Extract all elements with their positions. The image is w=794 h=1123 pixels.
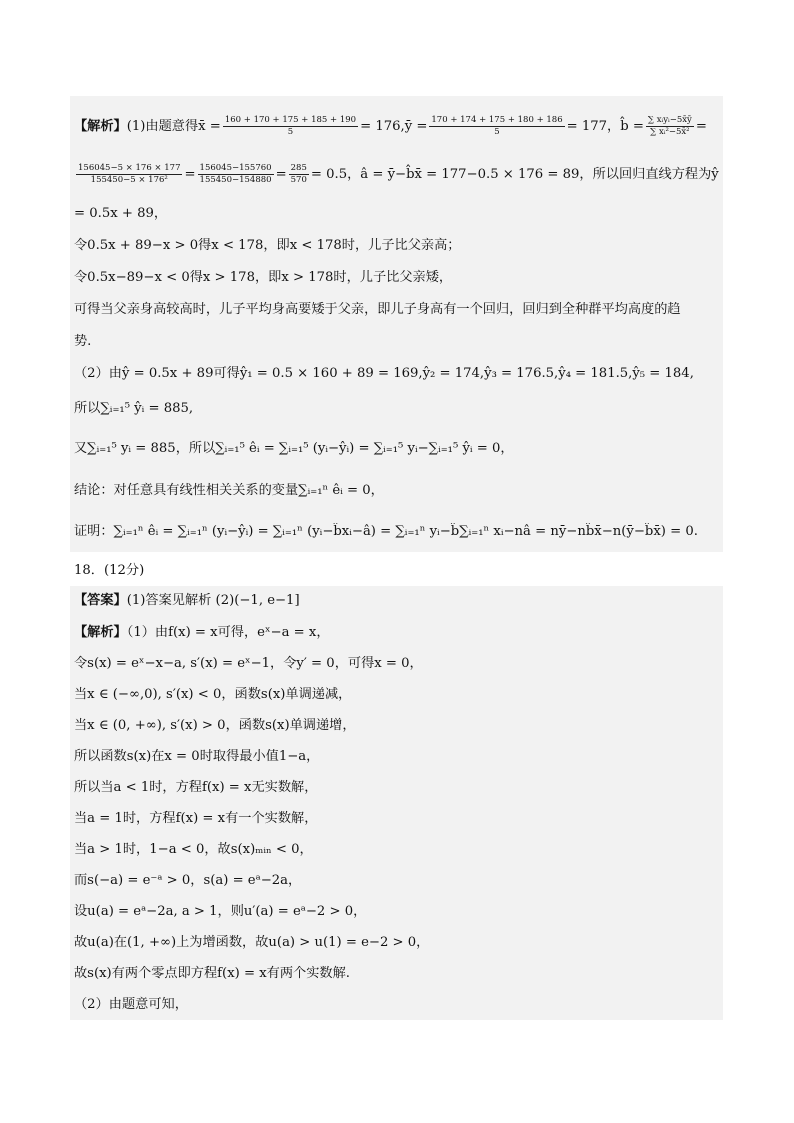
analysis-line-9: 设u(a) = eᵃ−2a, a > 1，则u′(a) = eᵃ−2 > 0， [74,904,367,919]
analysis-line-5: 所以当a < 1时，方程f(x) = x无实数解， [74,780,318,795]
analysis-line-0 [74,624,719,642]
solution17-line7: 势. [74,334,92,349]
solution17-line10: 又∑ᵢ₌₁⁵ yᵢ = 885，所以∑ᵢ₌₁⁵ êᵢ = ∑ᵢ₌₁⁵ (yᵢ−ŷᵢ) = ∑ᵢ₌₁⁵ yᵢ−∑ᵢ₌₁⁵ ŷᵢ = 0， [74,441,514,456]
analysis-line-1: 令s(x) = eˣ−x−a, s′(x) = eˣ−1，令y′ = 0，可得x = 0， [74,656,423,671]
solution17-line4: 令0.5x + 89−x > 0得x < 178，即x < 178时，儿子比父亲高； [74,238,461,253]
analysis-text: （1）由f(x) = x可得，eˣ−a = x， [126,625,330,640]
fraction-step1: $\frac{156045-5 \times 176 \times 177}{\text{155450−5 × 176²}}$ [78,163,181,185]
fraction-step3: $\frac{285}{570}$ [290,163,307,185]
analysis-label: 【解析】 [74,119,127,134]
analysis-line-3: 当x ∈ (0, +∞), s′(x) > 0，函数s(x)单调递增， [74,718,356,733]
formula-text: = 176,ȳ = [360,119,428,134]
formula-text: = 177，b̂ = [566,119,644,134]
solution17-line9: 所以∑ᵢ₌₁⁵ ŷᵢ = 885, [74,401,194,416]
analysis-line-2: 当x ∈ (−∞,0), s′(x) < 0，函数s(x)单调递减， [74,687,352,702]
solution17-line6: 可得当父亲身高较高时，儿子平均身高要矮于父亲，即儿子身高有一个回归，回归到全种群平均高度的趋 [74,302,681,317]
fraction-mean-y: $\frac{170 + 174 + 175 + 180 + 186}{5}$ [431,115,563,137]
formula-text: = 0.5，â = ȳ−b̂x̄ = 177−0.5 × 176 = 89，所以回归直线方程为ŷ [310,167,719,182]
solution17-line2: $\frac{156045-5 \times 176 \times 177}{\text{155450−5 × 176²}}$ = $\frac{156045-155760}{155450-154880}$ = $\frac{285}{570}$ = 0.5，â = ȳ−b̂x̄ = 177−0.5 × 176 = 89，所以回归直线方程为ŷ [78,163,719,185]
solution17-line12: 证明：∑ᵢ₌₁ⁿ êᵢ = ∑ᵢ₌₁ⁿ (yᵢ−ŷᵢ) = ∑ᵢ₌₁ⁿ (yᵢ−b̂xᵢ−â) = ∑ᵢ₌₁ⁿ yᵢ−b̂∑ᵢ₌₁ⁿ xᵢ−nâ = nȳ−nb̂x̄−n(ȳ−b̂x̄) = 0. [74,524,698,539]
formula-text: = [695,119,707,134]
analysis-line-12: （2）由题意可知， [74,997,188,1012]
analysis-label: 【解析】 [74,625,127,640]
answer-line [74,592,719,610]
solution17-line5: 令0.5x−89−x < 0得x > 178，即x > 178时，儿子比父亲矮， [74,270,453,285]
problem-18-block [70,586,723,1020]
fraction-step2: $\frac{156045-155760}{155450-154880}$ [199,163,272,185]
solution17-line3: = 0.5x + 89， [74,206,168,221]
fraction-slope: $\frac{\text{∑ xᵢyᵢ−5x̄ȳ}}{\text{∑ xᵢ²−5x̄²}}$ [647,115,692,137]
analysis-line-4: 所以函数s(x)在x = 0时取得最小值1−a， [74,749,320,764]
analysis-line-7: 当a > 1时，1−a < 0，故s(x)ₘᵢₙ < 0， [74,842,313,857]
answer-text: (1)答案见解析 (2)(−1, e−1] [126,593,300,608]
answer-label: 【答案】 [74,593,127,608]
solution17-line11: 结论：对任意具有线性相关关系的变量∑ᵢ₌₁ⁿ êᵢ = 0， [74,483,384,498]
analysis-line-10: 故u(a)在(1, +∞)上为增函数，故u(a) > u(1) = e−2 > 0， [74,935,430,950]
solution17-line1 [74,115,719,138]
analysis-line-6: 当a = 1时，方程f(x) = x有一个实数解， [74,811,318,826]
analysis-line-11: 故s(x)有两个零点即方程f(x) = x有两个实数解. [74,966,350,981]
analysis-line-8: 而s(−a) = e⁻ᵃ > 0，s(a) = eᵃ−2a， [74,873,302,888]
problem18-header: 18．(12分) [74,563,145,578]
formula-text: (1)由题意得x̄ = [126,119,221,134]
fraction-mean-x: $\frac{160 + 170 + 175 + 185 + 190}{5}$ [224,115,357,137]
solution17-line8: （2）由ŷ = 0.5x + 89可得ŷ₁ = 0.5 × 160 + 89 = 169,ŷ₂ = 174,ŷ₃ = 176.5,ŷ₄ = 181.5,ŷ₅ = 184, [74,366,694,381]
